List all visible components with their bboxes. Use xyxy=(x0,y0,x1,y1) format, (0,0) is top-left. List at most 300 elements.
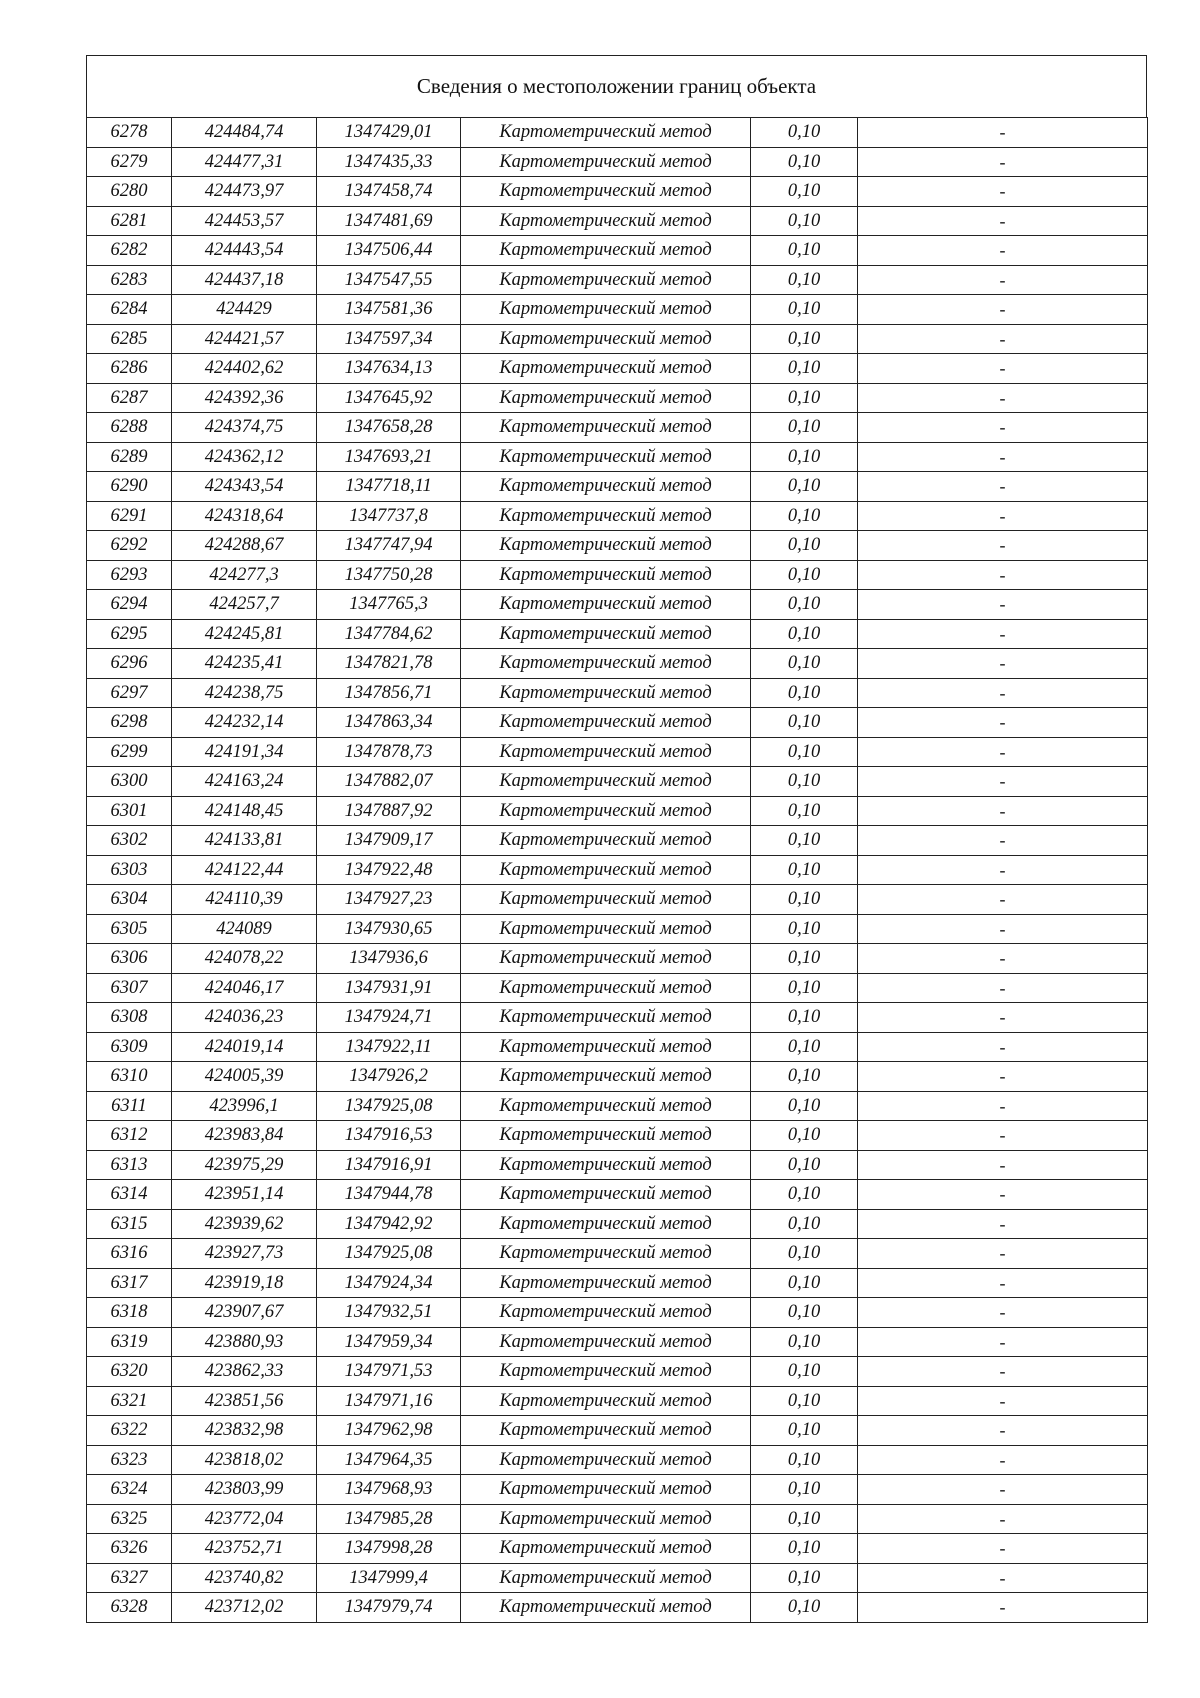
point-number-cell: 6305 xyxy=(87,914,172,944)
accuracy-cell: 0,10 xyxy=(751,501,858,531)
accuracy-cell: 0,10 xyxy=(751,590,858,620)
point-number-cell: 6288 xyxy=(87,413,172,443)
point-number-cell: 6279 xyxy=(87,147,172,177)
accuracy-cell: 0,10 xyxy=(751,1268,858,1298)
y-coordinate-cell: 1347931,91 xyxy=(317,973,461,1003)
y-coordinate-cell: 1347998,28 xyxy=(317,1534,461,1564)
method-cell: Картометрический метод xyxy=(461,383,751,413)
accuracy-cell: 0,10 xyxy=(751,1475,858,1505)
x-coordinate-cell: 423951,14 xyxy=(172,1180,317,1210)
x-coordinate-cell: 423983,84 xyxy=(172,1121,317,1151)
y-coordinate-cell: 1347916,53 xyxy=(317,1121,461,1151)
y-coordinate-cell: 1347962,98 xyxy=(317,1416,461,1446)
accuracy-cell: 0,10 xyxy=(751,1180,858,1210)
method-cell: Картометрический метод xyxy=(461,678,751,708)
method-cell: Картометрический метод xyxy=(461,147,751,177)
accuracy-cell: 0,10 xyxy=(751,472,858,502)
point-number-cell: 6322 xyxy=(87,1416,172,1446)
table-row xyxy=(87,1504,1148,1534)
note-cell: - xyxy=(858,472,1148,502)
point-number-cell: 6310 xyxy=(87,1062,172,1092)
method-cell: Картометрический метод xyxy=(461,1180,751,1210)
point-number-cell: 6292 xyxy=(87,531,172,561)
y-coordinate-cell: 1347481,69 xyxy=(317,206,461,236)
table-row xyxy=(87,354,1148,384)
coordinates-table-body xyxy=(87,118,1148,1623)
method-cell: Картометрический метод xyxy=(461,1504,751,1534)
accuracy-cell: 0,10 xyxy=(751,354,858,384)
x-coordinate-cell: 424036,23 xyxy=(172,1003,317,1033)
y-coordinate-cell: 1347930,65 xyxy=(317,914,461,944)
x-coordinate-cell: 423818,02 xyxy=(172,1445,317,1475)
method-cell: Картометрический метод xyxy=(461,413,751,443)
table-row xyxy=(87,177,1148,207)
x-coordinate-cell: 424046,17 xyxy=(172,973,317,1003)
accuracy-cell: 0,10 xyxy=(751,1386,858,1416)
accuracy-cell: 0,10 xyxy=(751,796,858,826)
accuracy-cell: 0,10 xyxy=(751,1062,858,1092)
point-number-cell: 6312 xyxy=(87,1121,172,1151)
table-row xyxy=(87,767,1148,797)
table-row xyxy=(87,1091,1148,1121)
x-coordinate-cell: 423803,99 xyxy=(172,1475,317,1505)
method-cell: Картометрический метод xyxy=(461,914,751,944)
method-cell: Картометрический метод xyxy=(461,531,751,561)
accuracy-cell: 0,10 xyxy=(751,1239,858,1269)
table-row xyxy=(87,737,1148,767)
point-number-cell: 6297 xyxy=(87,678,172,708)
method-cell: Картометрический метод xyxy=(461,1121,751,1151)
accuracy-cell: 0,10 xyxy=(751,295,858,325)
note-cell: - xyxy=(858,206,1148,236)
accuracy-cell: 0,10 xyxy=(751,708,858,738)
method-cell: Картометрический метод xyxy=(461,236,751,266)
x-coordinate-cell: 424110,39 xyxy=(172,885,317,915)
note-cell: - xyxy=(858,413,1148,443)
x-coordinate-cell: 424163,24 xyxy=(172,767,317,797)
y-coordinate-cell: 1347737,8 xyxy=(317,501,461,531)
method-cell: Картометрический метод xyxy=(461,1091,751,1121)
point-number-cell: 6299 xyxy=(87,737,172,767)
y-coordinate-cell: 1347924,34 xyxy=(317,1268,461,1298)
point-number-cell: 6284 xyxy=(87,295,172,325)
note-cell: - xyxy=(858,1209,1148,1239)
note-cell: - xyxy=(858,678,1148,708)
y-coordinate-cell: 1347924,71 xyxy=(317,1003,461,1033)
method-cell: Картометрический метод xyxy=(461,295,751,325)
table-row xyxy=(87,560,1148,590)
accuracy-cell: 0,10 xyxy=(751,383,858,413)
accuracy-cell: 0,10 xyxy=(751,560,858,590)
point-number-cell: 6302 xyxy=(87,826,172,856)
boundary-sheet xyxy=(86,55,1147,1623)
accuracy-cell: 0,10 xyxy=(751,1091,858,1121)
y-coordinate-cell: 1347856,71 xyxy=(317,678,461,708)
x-coordinate-cell: 424235,41 xyxy=(172,649,317,679)
accuracy-cell: 0,10 xyxy=(751,914,858,944)
point-number-cell: 6285 xyxy=(87,324,172,354)
table-row xyxy=(87,295,1148,325)
method-cell: Картометрический метод xyxy=(461,826,751,856)
table-row xyxy=(87,118,1148,148)
point-number-cell: 6309 xyxy=(87,1032,172,1062)
method-cell: Картометрический метод xyxy=(461,1416,751,1446)
x-coordinate-cell: 424238,75 xyxy=(172,678,317,708)
table-row xyxy=(87,1475,1148,1505)
method-cell: Картометрический метод xyxy=(461,1150,751,1180)
x-coordinate-cell: 423832,98 xyxy=(172,1416,317,1446)
note-cell: - xyxy=(858,914,1148,944)
point-number-cell: 6283 xyxy=(87,265,172,295)
table-row xyxy=(87,1209,1148,1239)
note-cell: - xyxy=(858,442,1148,472)
table-row xyxy=(87,1416,1148,1446)
accuracy-cell: 0,10 xyxy=(751,1416,858,1446)
method-cell: Картометрический метод xyxy=(461,767,751,797)
method-cell: Картометрический метод xyxy=(461,1445,751,1475)
note-cell: - xyxy=(858,118,1148,148)
x-coordinate-cell: 424362,12 xyxy=(172,442,317,472)
table-row xyxy=(87,944,1148,974)
point-number-cell: 6317 xyxy=(87,1268,172,1298)
note-cell: - xyxy=(858,531,1148,561)
accuracy-cell: 0,10 xyxy=(751,855,858,885)
x-coordinate-cell: 424078,22 xyxy=(172,944,317,974)
y-coordinate-cell: 1347747,94 xyxy=(317,531,461,561)
x-coordinate-cell: 423975,29 xyxy=(172,1150,317,1180)
note-cell: - xyxy=(858,1003,1148,1033)
point-number-cell: 6304 xyxy=(87,885,172,915)
point-number-cell: 6286 xyxy=(87,354,172,384)
point-number-cell: 6294 xyxy=(87,590,172,620)
method-cell: Картометрический метод xyxy=(461,708,751,738)
table-row xyxy=(87,1357,1148,1387)
accuracy-cell: 0,10 xyxy=(751,442,858,472)
point-number-cell: 6328 xyxy=(87,1593,172,1623)
point-number-cell: 6293 xyxy=(87,560,172,590)
method-cell: Картометрический метод xyxy=(461,855,751,885)
x-coordinate-cell: 423862,33 xyxy=(172,1357,317,1387)
table-row xyxy=(87,1268,1148,1298)
note-cell: - xyxy=(858,1534,1148,1564)
method-cell: Картометрический метод xyxy=(461,472,751,502)
x-coordinate-cell: 424019,14 xyxy=(172,1032,317,1062)
note-cell: - xyxy=(858,1593,1148,1623)
accuracy-cell: 0,10 xyxy=(751,118,858,148)
method-cell: Картометрический метод xyxy=(461,442,751,472)
accuracy-cell: 0,10 xyxy=(751,206,858,236)
x-coordinate-cell: 424191,34 xyxy=(172,737,317,767)
note-cell: - xyxy=(858,1445,1148,1475)
table-row xyxy=(87,324,1148,354)
accuracy-cell: 0,10 xyxy=(751,973,858,1003)
method-cell: Картометрический метод xyxy=(461,619,751,649)
table-row xyxy=(87,973,1148,1003)
accuracy-cell: 0,10 xyxy=(751,1504,858,1534)
y-coordinate-cell: 1347506,44 xyxy=(317,236,461,266)
y-coordinate-cell: 1347547,55 xyxy=(317,265,461,295)
table-row xyxy=(87,1062,1148,1092)
point-number-cell: 6316 xyxy=(87,1239,172,1269)
table-row xyxy=(87,236,1148,266)
accuracy-cell: 0,10 xyxy=(751,1445,858,1475)
x-coordinate-cell: 424443,54 xyxy=(172,236,317,266)
note-cell: - xyxy=(858,265,1148,295)
y-coordinate-cell: 1347968,93 xyxy=(317,1475,461,1505)
x-coordinate-cell: 424343,54 xyxy=(172,472,317,502)
accuracy-cell: 0,10 xyxy=(751,1209,858,1239)
x-coordinate-cell: 423740,82 xyxy=(172,1563,317,1593)
table-row xyxy=(87,1563,1148,1593)
y-coordinate-cell: 1347750,28 xyxy=(317,560,461,590)
table-row xyxy=(87,1150,1148,1180)
method-cell: Картометрический метод xyxy=(461,1563,751,1593)
note-cell: - xyxy=(858,885,1148,915)
point-number-cell: 6290 xyxy=(87,472,172,502)
point-number-cell: 6300 xyxy=(87,767,172,797)
method-cell: Картометрический метод xyxy=(461,590,751,620)
method-cell: Картометрический метод xyxy=(461,885,751,915)
point-number-cell: 6298 xyxy=(87,708,172,738)
point-number-cell: 6281 xyxy=(87,206,172,236)
method-cell: Картометрический метод xyxy=(461,649,751,679)
method-cell: Картометрический метод xyxy=(461,1032,751,1062)
accuracy-cell: 0,10 xyxy=(751,1032,858,1062)
accuracy-cell: 0,10 xyxy=(751,767,858,797)
point-number-cell: 6319 xyxy=(87,1327,172,1357)
method-cell: Картометрический метод xyxy=(461,354,751,384)
accuracy-cell: 0,10 xyxy=(751,236,858,266)
point-number-cell: 6327 xyxy=(87,1563,172,1593)
point-number-cell: 6314 xyxy=(87,1180,172,1210)
table-row xyxy=(87,472,1148,502)
point-number-cell: 6280 xyxy=(87,177,172,207)
method-cell: Картометрический метод xyxy=(461,737,751,767)
x-coordinate-cell: 424484,74 xyxy=(172,118,317,148)
table-row xyxy=(87,1003,1148,1033)
x-coordinate-cell: 424421,57 xyxy=(172,324,317,354)
table-title: Сведения о местоположении границ объекта xyxy=(86,55,1147,117)
note-cell: - xyxy=(858,560,1148,590)
x-coordinate-cell: 424245,81 xyxy=(172,619,317,649)
note-cell: - xyxy=(858,1416,1148,1446)
x-coordinate-cell: 424453,57 xyxy=(172,206,317,236)
note-cell: - xyxy=(858,1180,1148,1210)
method-cell: Картометрический метод xyxy=(461,501,751,531)
table-row xyxy=(87,442,1148,472)
table-row xyxy=(87,678,1148,708)
table-row xyxy=(87,914,1148,944)
note-cell: - xyxy=(858,1268,1148,1298)
method-cell: Картометрический метод xyxy=(461,1593,751,1623)
note-cell: - xyxy=(858,619,1148,649)
method-cell: Картометрический метод xyxy=(461,118,751,148)
accuracy-cell: 0,10 xyxy=(751,1593,858,1623)
note-cell: - xyxy=(858,177,1148,207)
accuracy-cell: 0,10 xyxy=(751,1357,858,1387)
accuracy-cell: 0,10 xyxy=(751,324,858,354)
table-row xyxy=(87,885,1148,915)
accuracy-cell: 0,10 xyxy=(751,649,858,679)
point-number-cell: 6296 xyxy=(87,649,172,679)
table-row xyxy=(87,413,1148,443)
y-coordinate-cell: 1347658,28 xyxy=(317,413,461,443)
note-cell: - xyxy=(858,1032,1148,1062)
method-cell: Картометрический метод xyxy=(461,1268,751,1298)
point-number-cell: 6282 xyxy=(87,236,172,266)
y-coordinate-cell: 1347922,11 xyxy=(317,1032,461,1062)
point-number-cell: 6318 xyxy=(87,1298,172,1328)
method-cell: Картометрический метод xyxy=(461,1534,751,1564)
table-row xyxy=(87,206,1148,236)
method-cell: Картометрический метод xyxy=(461,177,751,207)
x-coordinate-cell: 423907,67 xyxy=(172,1298,317,1328)
note-cell: - xyxy=(858,1357,1148,1387)
accuracy-cell: 0,10 xyxy=(751,885,858,915)
note-cell: - xyxy=(858,708,1148,738)
accuracy-cell: 0,10 xyxy=(751,826,858,856)
x-coordinate-cell: 424133,81 xyxy=(172,826,317,856)
table-row xyxy=(87,1298,1148,1328)
note-cell: - xyxy=(858,1475,1148,1505)
accuracy-cell: 0,10 xyxy=(751,1003,858,1033)
point-number-cell: 6313 xyxy=(87,1150,172,1180)
table-row xyxy=(87,649,1148,679)
accuracy-cell: 0,10 xyxy=(751,413,858,443)
note-cell: - xyxy=(858,236,1148,266)
y-coordinate-cell: 1347936,6 xyxy=(317,944,461,974)
y-coordinate-cell: 1347909,17 xyxy=(317,826,461,856)
table-row xyxy=(87,826,1148,856)
x-coordinate-cell: 424257,7 xyxy=(172,590,317,620)
note-cell: - xyxy=(858,826,1148,856)
x-coordinate-cell: 424232,14 xyxy=(172,708,317,738)
method-cell: Картометрический метод xyxy=(461,1386,751,1416)
note-cell: - xyxy=(858,649,1148,679)
table-row xyxy=(87,265,1148,295)
x-coordinate-cell: 423712,02 xyxy=(172,1593,317,1623)
y-coordinate-cell: 1347916,91 xyxy=(317,1150,461,1180)
x-coordinate-cell: 423919,18 xyxy=(172,1268,317,1298)
y-coordinate-cell: 1347925,08 xyxy=(317,1091,461,1121)
y-coordinate-cell: 1347581,36 xyxy=(317,295,461,325)
table-row xyxy=(87,1032,1148,1062)
note-cell: - xyxy=(858,1062,1148,1092)
x-coordinate-cell: 424473,97 xyxy=(172,177,317,207)
coordinates-table xyxy=(86,117,1148,1623)
method-cell: Картометрический метод xyxy=(461,1475,751,1505)
note-cell: - xyxy=(858,855,1148,885)
y-coordinate-cell: 1347927,23 xyxy=(317,885,461,915)
y-coordinate-cell: 1347999,4 xyxy=(317,1563,461,1593)
method-cell: Картометрический метод xyxy=(461,1062,751,1092)
y-coordinate-cell: 1347932,51 xyxy=(317,1298,461,1328)
table-row xyxy=(87,1445,1148,1475)
x-coordinate-cell: 423851,56 xyxy=(172,1386,317,1416)
table-row xyxy=(87,1386,1148,1416)
y-coordinate-cell: 1347429,01 xyxy=(317,118,461,148)
note-cell: - xyxy=(858,354,1148,384)
note-cell: - xyxy=(858,590,1148,620)
method-cell: Картометрический метод xyxy=(461,1239,751,1269)
y-coordinate-cell: 1347765,3 xyxy=(317,590,461,620)
note-cell: - xyxy=(858,501,1148,531)
y-coordinate-cell: 1347925,08 xyxy=(317,1239,461,1269)
method-cell: Картометрический метод xyxy=(461,265,751,295)
point-number-cell: 6315 xyxy=(87,1209,172,1239)
point-number-cell: 6289 xyxy=(87,442,172,472)
note-cell: - xyxy=(858,737,1148,767)
x-coordinate-cell: 424318,64 xyxy=(172,501,317,531)
accuracy-cell: 0,10 xyxy=(751,1298,858,1328)
method-cell: Картометрический метод xyxy=(461,1327,751,1357)
point-number-cell: 6324 xyxy=(87,1475,172,1505)
table-row xyxy=(87,1534,1148,1564)
y-coordinate-cell: 1347926,2 xyxy=(317,1062,461,1092)
accuracy-cell: 0,10 xyxy=(751,177,858,207)
y-coordinate-cell: 1347821,78 xyxy=(317,649,461,679)
y-coordinate-cell: 1347887,92 xyxy=(317,796,461,826)
point-number-cell: 6306 xyxy=(87,944,172,974)
method-cell: Картометрический метод xyxy=(461,944,751,974)
note-cell: - xyxy=(858,295,1148,325)
note-cell: - xyxy=(858,1121,1148,1151)
y-coordinate-cell: 1347971,16 xyxy=(317,1386,461,1416)
x-coordinate-cell: 424148,45 xyxy=(172,796,317,826)
point-number-cell: 6303 xyxy=(87,855,172,885)
note-cell: - xyxy=(858,1327,1148,1357)
x-coordinate-cell: 424277,3 xyxy=(172,560,317,590)
note-cell: - xyxy=(858,1386,1148,1416)
point-number-cell: 6325 xyxy=(87,1504,172,1534)
accuracy-cell: 0,10 xyxy=(751,1534,858,1564)
accuracy-cell: 0,10 xyxy=(751,619,858,649)
point-number-cell: 6323 xyxy=(87,1445,172,1475)
note-cell: - xyxy=(858,973,1148,1003)
note-cell: - xyxy=(858,147,1148,177)
x-coordinate-cell: 424374,75 xyxy=(172,413,317,443)
x-coordinate-cell: 424288,67 xyxy=(172,531,317,561)
y-coordinate-cell: 1347959,34 xyxy=(317,1327,461,1357)
note-cell: - xyxy=(858,767,1148,797)
y-coordinate-cell: 1347878,73 xyxy=(317,737,461,767)
table-row xyxy=(87,1327,1148,1357)
accuracy-cell: 0,10 xyxy=(751,1563,858,1593)
x-coordinate-cell: 423772,04 xyxy=(172,1504,317,1534)
note-cell: - xyxy=(858,324,1148,354)
y-coordinate-cell: 1347944,78 xyxy=(317,1180,461,1210)
table-row xyxy=(87,590,1148,620)
accuracy-cell: 0,10 xyxy=(751,531,858,561)
y-coordinate-cell: 1347435,33 xyxy=(317,147,461,177)
point-number-cell: 6311 xyxy=(87,1091,172,1121)
y-coordinate-cell: 1347458,74 xyxy=(317,177,461,207)
table-row xyxy=(87,501,1148,531)
y-coordinate-cell: 1347922,48 xyxy=(317,855,461,885)
y-coordinate-cell: 1347985,28 xyxy=(317,1504,461,1534)
y-coordinate-cell: 1347863,34 xyxy=(317,708,461,738)
method-cell: Картометрический метод xyxy=(461,1003,751,1033)
method-cell: Картометрический метод xyxy=(461,1209,751,1239)
y-coordinate-cell: 1347882,07 xyxy=(317,767,461,797)
x-coordinate-cell: 423927,73 xyxy=(172,1239,317,1269)
x-coordinate-cell: 424392,36 xyxy=(172,383,317,413)
method-cell: Картометрический метод xyxy=(461,560,751,590)
y-coordinate-cell: 1347784,62 xyxy=(317,619,461,649)
accuracy-cell: 0,10 xyxy=(751,265,858,295)
accuracy-cell: 0,10 xyxy=(751,678,858,708)
x-coordinate-cell: 424402,62 xyxy=(172,354,317,384)
